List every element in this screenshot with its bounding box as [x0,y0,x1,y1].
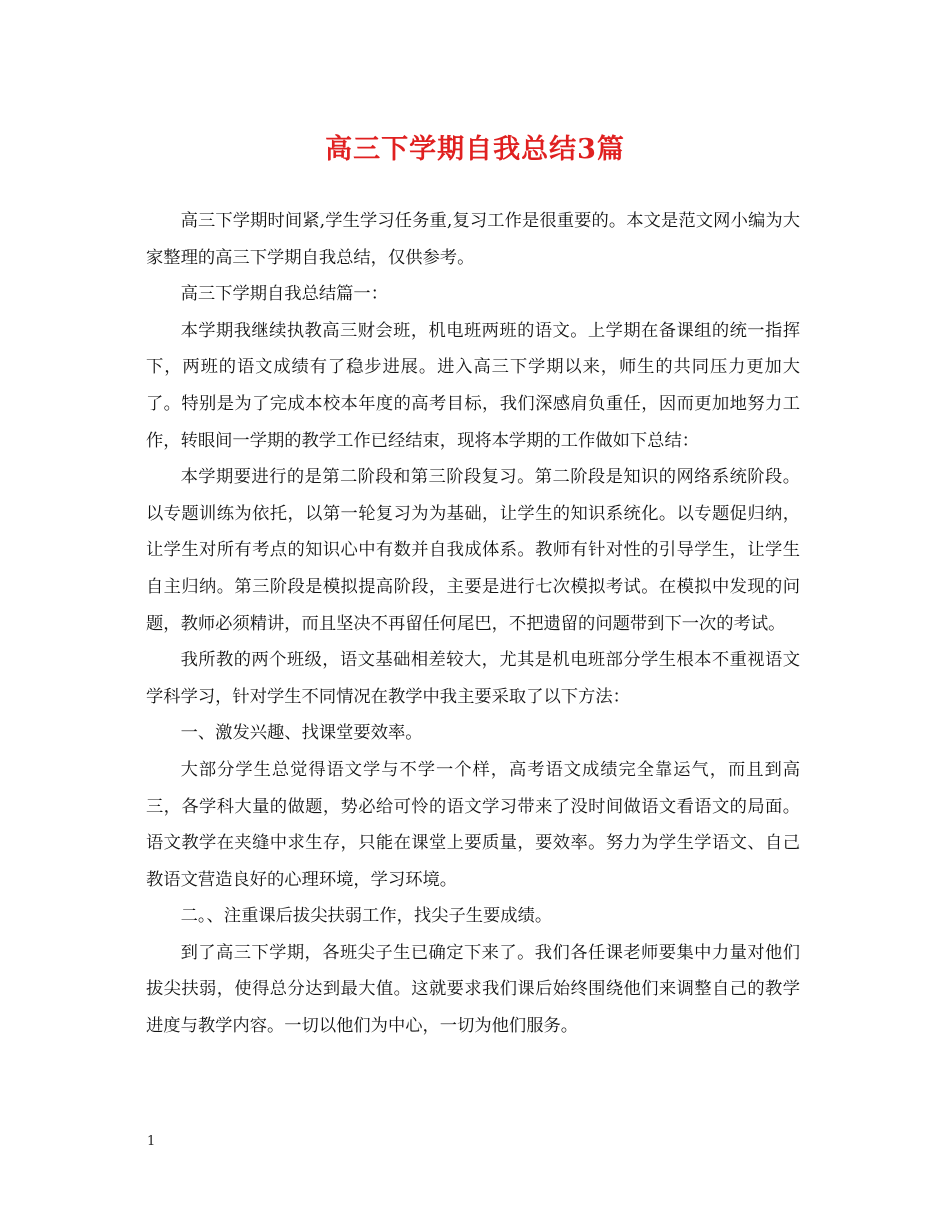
method-heading-one: 一、激发兴趣、找课堂要效率。 [180,723,423,744]
paragraph-method-two: 到了高三下学期，各班尖子生已确定下来了。我们各任课老师要集中力量对他们拔尖扶弱，使得总分达到最大值。这就要求我们课后始终围绕他们来调整自己的教学进度与教学内容。一切以他们为中心，一切为他们服务。 [146,942,800,1037]
section-heading-part-one: 高三下学期自我总结篇一： [180,284,388,305]
method-heading-two: 二。、注重课后拔尖扶弱工作，找尖子生要成绩。 [180,906,553,927]
paragraph-overview: 本学期我继续执教高三财会班，机电班两班的语文。上学期在备课组的统一指挥下，两班的语文成绩有了稳步进展。进入高三下学期以来，师生的共同压力更加大了。特别是为了完成本校本年度的高考目标，我们深感肩负重任，因而更加地努力工作，转眼间一学期的教学工作已经结束，现将本学期的工作做如下总结： [146,320,800,451]
paragraph-method-one: 大部分学生总觉得语文学与不学一个样，高考语文成绩完全靠运气，而且到高三，各学科大量的做题，势必给可怜的语文学习带来了没时间做语文看语文的局面。语文教学在夹缝中求生存，只能在课堂上要质量，要效率。努力为学生学语文、自己教语文营造良好的心理环境，学习环境。 [146,759,800,890]
paragraph-class-situation: 我所教的两个班级，语文基础相差较大，尤其是机电班部分学生根本不重视语文学科学习，针对学生不同情况在教学中我主要采取了以下方法： [146,650,800,707]
document-body [146,203,800,1045]
paragraph-intro: 高三下学期时间紧,学生学习任务重,复习工作是很重要的。本文是范文网小编为大家整理的高三下学期自我总结，仅供参考。 [146,211,800,268]
document-title: 高三下学期自我总结3篇 [325,134,625,165]
page-number: 1 [147,1134,156,1149]
paragraph-review-stages: 本学期要进行的是第二阶段和第三阶段复习。第二阶段是知识的网络系统阶段。以专题训练为依托，以第一轮复习为为基础，让学生的知识系统化。以专题促归纳，让学生对所有考点的知识心中有数并自我成体系。教师有针对性的引导学生，让学生自主归纳。第三阶段是模拟提高阶段，主要是进行七次模拟考试。在模拟中发现的问题，教师必须精讲，而且坚决不再留任何尾巴，不把遗留的问题带到下一次的考试。 [146,467,800,634]
